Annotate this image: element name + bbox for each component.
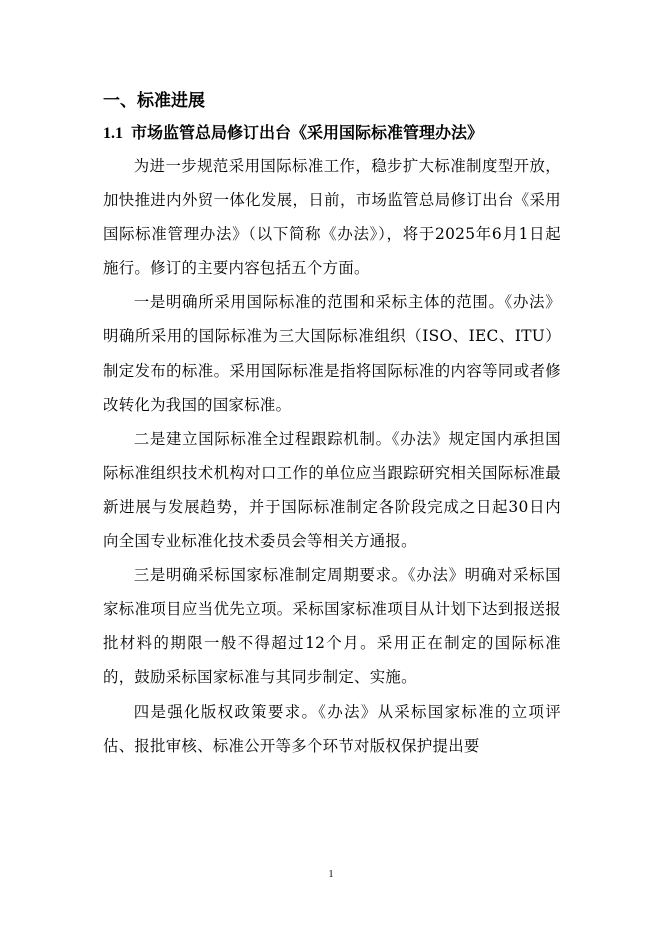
paragraph-point-1: 一是明确所采用国际标准的范围和采标主体的范围。《办法》明确所采用的国际标准为三大国际标准组织（ISO、IEC、ITU）制定发布的标准。采用国际标准是指将国际标准的内容等同或者修改转化为我国的国家标准。 <box>103 293 561 414</box>
body-text <box>103 149 561 763</box>
subsection-number: 1.1 <box>103 125 123 142</box>
section-heading: 一、标准进展 <box>103 91 205 111</box>
subsection-title: 市场监管总局修订出台《采用国际标准管理办法》 <box>131 123 484 142</box>
paragraph-point-4: 四是强化版权政策要求。《办法》从采标国家标准的立项评估、报批审核、标准公开等多个环节对版权保护提出要 <box>103 702 561 755</box>
subsection-heading <box>103 121 483 146</box>
page-number: 1 <box>328 869 334 880</box>
paragraph-intro: 为进一步规范采用国际标准工作，稳步扩大标准制度型开放，加快推进内外贸一体化发展，日前，市场监管总局修订出台《采用国际标准管理办法》（以下简称《办法》），将于2025年6月1日起施行。修订的主要内容包括五个方面。 <box>103 157 561 278</box>
paragraph-point-3: 三是明确采标国家标准制定周期要求。《办法》明确对采标国家标准项目应当优先立项。采标国家标准项目从计划下达到报送报批材料的期限一般不得超过12个月。采用正在制定的国际标准的，鼓励采标国家标准与其同步制定、实施。 <box>103 566 561 687</box>
paragraph-point-2: 二是建立国际标准全过程跟踪机制。《办法》规定国内承担国际标准组织技术机构对口工作的单位应当跟踪研究相关国际标准最新进展与发展趋势，并于国际标准制定各阶段完成之日起30日内向全国专业标准化技术委员会等相关方通报。 <box>103 429 561 551</box>
